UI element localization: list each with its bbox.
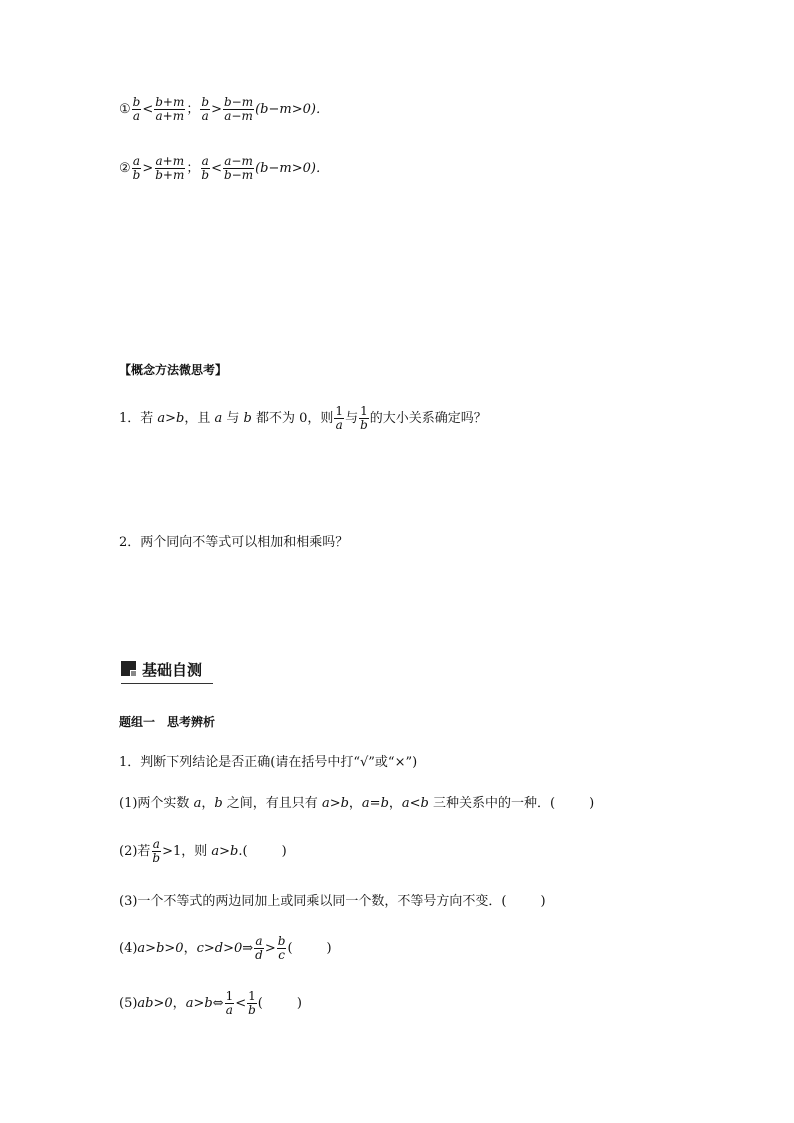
condition: (b−m>0)． xyxy=(255,102,329,117)
exercise-item-5: (5)ab>0，a>b⇔ $\frac{1}{a}$ < $\frac{1}{b}$ ( ) xyxy=(119,989,302,1017)
property-1 xyxy=(119,96,329,123)
square-bullet-icon xyxy=(121,661,136,676)
marker: ① xyxy=(119,102,131,117)
property-2 xyxy=(119,155,329,182)
operator: > xyxy=(211,102,222,117)
fraction: $\frac{a}{b}$ xyxy=(152,837,161,865)
exercise-item-4: (4)a>b>0，c>d>0⇒ $\frac{a}{d}$ > $\frac{b}{c}$ ( ) xyxy=(119,934,332,962)
exercise-intro: 1．判断下列结论是否正确(请在括号中打“√”或“×”) xyxy=(119,755,418,770)
concept-title: 【概念方法微思考】 xyxy=(119,363,228,377)
separator: ； xyxy=(186,161,200,176)
concept-question-2: 2．两个同向不等式可以相加和相乘吗？ xyxy=(119,535,349,550)
fraction: $\frac{b}{a}$ xyxy=(201,95,210,123)
fraction: $\frac{a}{d}$ xyxy=(255,934,263,962)
operator: < xyxy=(142,102,154,117)
fraction: $\frac{1}{a}$ xyxy=(225,989,234,1017)
operator: > xyxy=(142,161,154,176)
fraction: $\frac{1}{b}$ xyxy=(360,404,368,432)
fraction: $\frac{a}{b}$ xyxy=(132,154,141,182)
separator: ； xyxy=(186,102,200,117)
fraction: $\frac{a-m}{b-m}$ xyxy=(223,154,254,182)
fraction: $\frac{a+m}{b+m}$ xyxy=(155,154,185,182)
section-heading-text: 基础自测 xyxy=(142,661,203,679)
exercise-item-3: (3)一个不等式的两边同加上或同乘以同一个数，不等号方向不变．( ) xyxy=(119,894,546,909)
fraction: $\frac{a}{b}$ xyxy=(201,154,210,182)
condition: (b−m>0)． xyxy=(255,161,329,176)
section-heading xyxy=(121,659,213,684)
marker: ② xyxy=(119,161,131,176)
group-title: 题组一 思考辨析 xyxy=(119,715,216,729)
exercise-item-2: (2)若 $\frac{a}{b}$ >1，则 a>b.( ) xyxy=(119,837,287,865)
fraction: $\frac{b}{c}$ xyxy=(277,934,286,962)
concept-question-1: 1．若 a>b，且 a 与 b 都不为 0，则 $\frac{1}{a}$ 与 $\frac{1}{b}$ 的大小关系确定吗？ xyxy=(119,404,487,432)
fraction: $\frac{b}{a}$ xyxy=(132,95,141,123)
operator: < xyxy=(211,161,222,176)
exercise-item-1: (1)两个实数 a，b 之间，有且只有 a>b，a=b，a<b 三种关系中的一种．( ) xyxy=(119,796,595,811)
fraction: $\frac{b+m}{a+m}$ xyxy=(155,95,185,123)
fraction: $\frac{b-m}{a-m}$ xyxy=(223,95,254,123)
fraction: $\frac{1}{b}$ xyxy=(248,989,256,1017)
fraction: $\frac{1}{a}$ xyxy=(335,404,344,432)
